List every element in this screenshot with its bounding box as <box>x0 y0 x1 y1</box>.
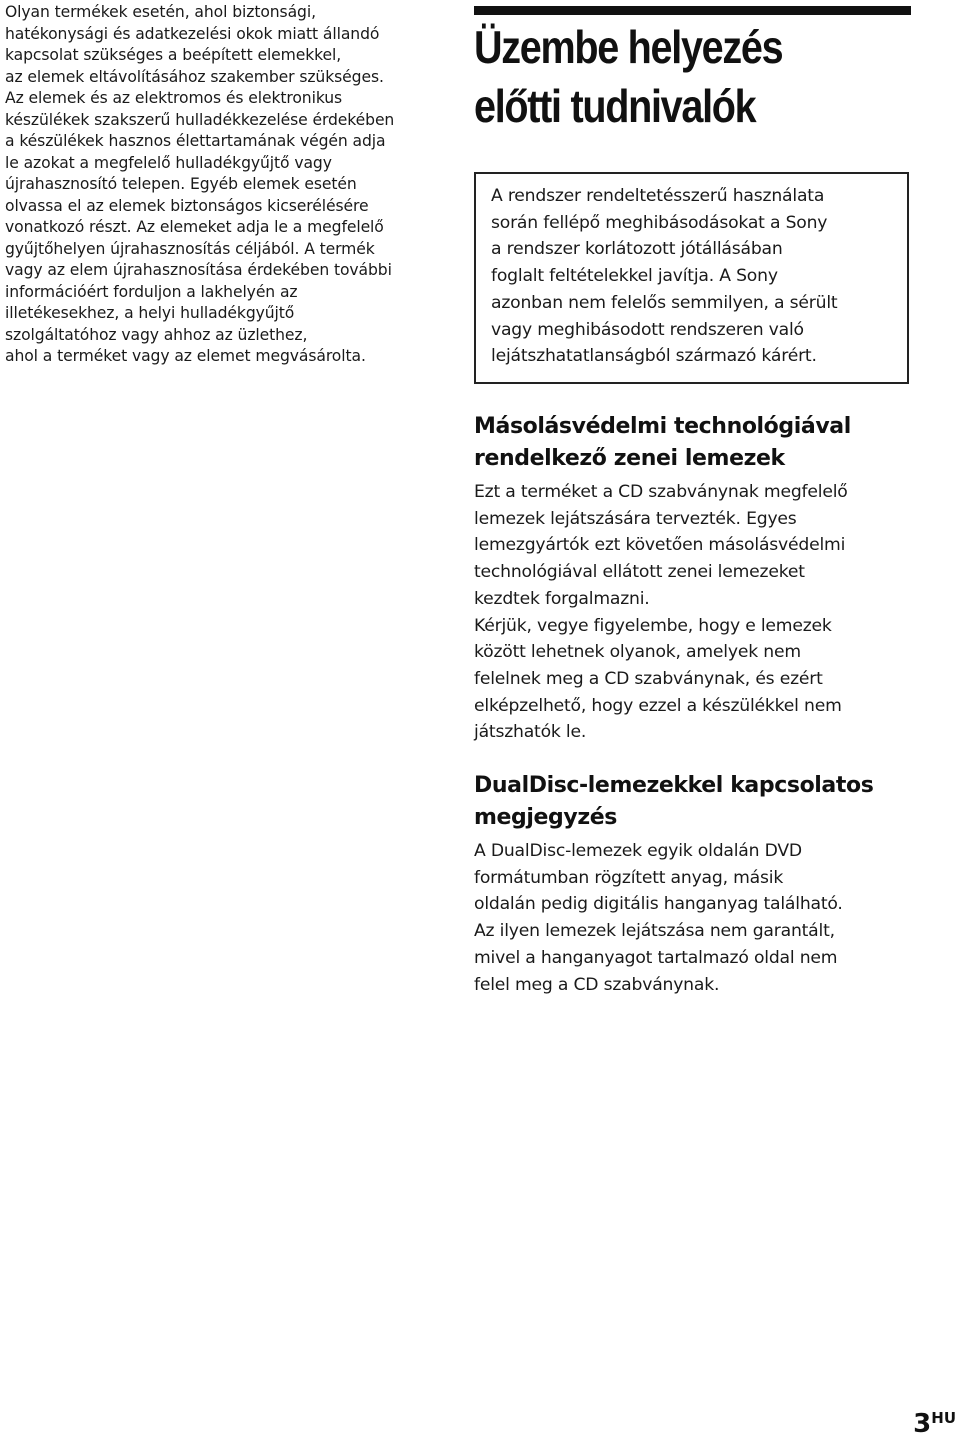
notice-box: A rendszer rendeltetésszerű használata során fellépő meghibásodásokat a Sony a rendszer korlátozott jótállásában foglalt feltételekkel javítja. A Sony azonban nem felelős semmilyen, a sérült vagy meghibásodott rendszeren való lejátszhatatlanságból származó kárért. <box>474 172 909 384</box>
section-heading: DualDisc-lemezekkel kapcsolatos megjegyzés <box>474 773 874 830</box>
page-number-value: 3 <box>913 1409 932 1439</box>
section-heading: Másolásvédelmi technológiával rendelkező zenei lemezek <box>474 414 851 471</box>
left-column <box>5 2 435 368</box>
page-number <box>913 1409 956 1439</box>
section-body: A DualDisc-lemezek egyik oldalán DVD formátumban rögzített anyag, másik oldalán pedig digitális hanganyag található. Az ilyen lemezek lejátszása nem garantált, mivel a hanganyagot tartalmazó oldal nem felel meg a CD szabványnak. <box>474 841 843 995</box>
language-code: HU <box>931 1409 956 1427</box>
page-title: Üzembe helyezés előtti tudnivalók <box>474 21 783 132</box>
battery-disposal-paragraph: Olyan termékek esetén, ahol biztonsági, hatékonysági és adatkezelési okok miatt állandó kapcsolat szükséges a beépített elemekkel, az elemek eltávolításához szakember szükséges. Az elemek és az elektromos és elektronikus készülékek szakszerű hulladékkezelése érdekében a készülékek hasznos élettartamának végén adja le azokat a megfelelő hulladékgyűjtő vagy újrahasznosító telepen. Egyéb elemek esetén olvassa el az elemek biztonságos kicserélésére vonatkozó részt. Az elemeket adja le a megfelelő gyűjtőhelyen újrahasznosítás céljából. A termék vagy az elem újrahasznosítása érdekében további információért forduljon a lakhelyén az illetékesekhez, a helyi hulladékgyűjtő szolgáltatóhoz vagy ahhoz az üzlethez, ahol a terméket vagy az elemet megvásárolta. <box>5 3 395 365</box>
section-body: Ezt a terméket a CD szabványnak megfelelő lemezek lejátszására tervezték. Egyes lemezgyártók ezt követően másolásvédelmi technológiával ellátott zenei lemezeket kezdtek forgalmazni. Kérjük, vegye figyelembe, hogy e lemezek között lehetnek olyanok, amelyek nem felelnek meg a CD szabványnak, és ezért elképzelhető, hogy ezzel a készülékkel nem játszhatók le. <box>474 482 848 743</box>
section-copy-protection <box>474 411 922 746</box>
section-dualdisc <box>474 770 922 998</box>
title-rule <box>474 6 911 15</box>
